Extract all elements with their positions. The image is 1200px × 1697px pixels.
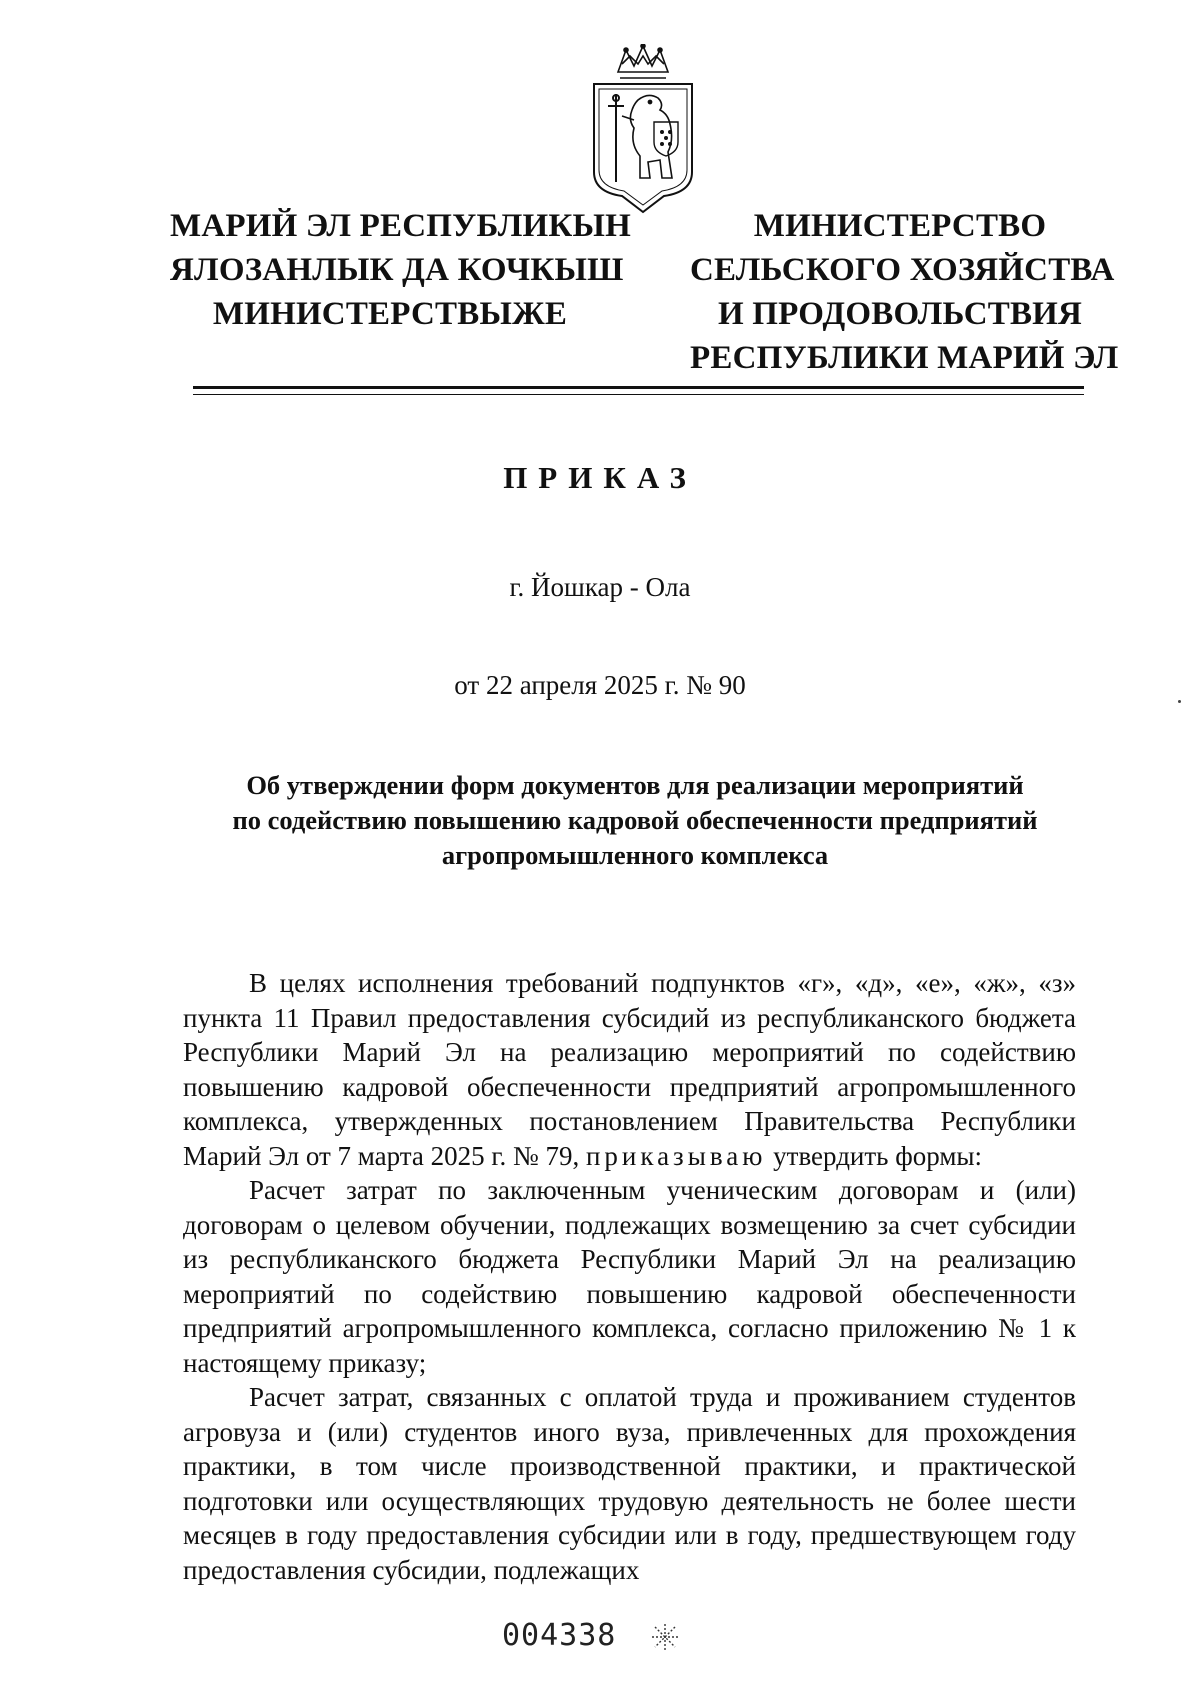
- body-paragraph-form-2: Расчет затрат, связанных с оплатой труда и проживанием студентов агровуза и (или) студентов иного вуза, привлеченных для прохождения практики, в том числе производственной практики, и практической подготовки или осуществляющих трудовую деятельность не более шести месяцев в году предоставления субсидии или в году, предшествующем году предоставления субсидии, подлежащих: [183, 1382, 1076, 1585]
- order-city: г. Йошкар - Ола: [509, 572, 691, 602]
- order-subject: [180, 768, 1090, 873]
- preamble-tail: утвердить формы:: [773, 1140, 983, 1171]
- order-body: [183, 966, 1076, 1587]
- blank-serial-number: 004338: [502, 1618, 617, 1653]
- header-left-line: ЯЛОЗАНЛЫК ДА КОЧКЫШ: [170, 252, 624, 288]
- header-right-line: МИНИСТЕРСТВО: [753, 208, 1047, 244]
- order-subject-line: Об утверждении форм документов для реализации мероприятий: [246, 770, 1024, 800]
- header-left-line: МАРИЙ ЭЛ РЕСПУБЛИКЫН: [170, 208, 632, 244]
- header-divider-thick: [193, 386, 1084, 389]
- order-subject-line: по содействию повышению кадровой обеспеченности предприятий: [232, 805, 1038, 835]
- order-date-number: от 22 апреля 2025 г. № 90: [454, 670, 746, 700]
- header-left-line: МИНИСТЕРСТВЫЖЕ: [212, 296, 568, 332]
- header-right-line: СЕЛЬСКОГО ХОЗЯЙСТВА: [690, 252, 1115, 288]
- margin-dot: [1178, 700, 1181, 703]
- header-right-line: РЕСПУБЛИКИ МАРИЙ ЭЛ: [690, 340, 1119, 376]
- order-word: приказываю: [585, 1140, 767, 1171]
- order-title: ПРИКАЗ: [503, 460, 697, 495]
- snowflake-mark-icon: [650, 1622, 680, 1652]
- order-subject-line: агропромышленного комплекса: [441, 840, 829, 870]
- body-paragraph-form-1: Расчет затрат по заключенным ученическим договорам и (или) договорам о целевом обучении, подлежащих возмещению за счет субсидии из республиканского бюджета Республики Марий Эл на реализацию мероприятий по содействию повышению кадровой обеспеченности предприятий агропромышленного комплекса, согласно приложению № 1 к настоящему приказу;: [183, 1175, 1076, 1378]
- header-divider-thin: [193, 394, 1084, 395]
- header-right-line: И ПРОДОВОЛЬСТВИЯ: [717, 296, 1083, 332]
- header-left-bilingual: [170, 204, 632, 336]
- preamble-text: В целях исполнения требований подпунктов «г», «д», «е», «ж», «з» пункта 11 Правил предоставления субсидий из республиканского бюджета Республики Марий Эл на реализацию мероприятий по содействию повышению кадровой обеспеченности предприятий агропромышленного комплекса, утвержденных постановлением Правительства Республики Марий Эл от 7 марта 2025 г. № 79,: [183, 968, 1076, 1171]
- header-right-russian: [690, 204, 1119, 380]
- coat-of-arms-icon: [590, 44, 696, 214]
- body-paragraph-preamble: [183, 966, 1076, 1173]
